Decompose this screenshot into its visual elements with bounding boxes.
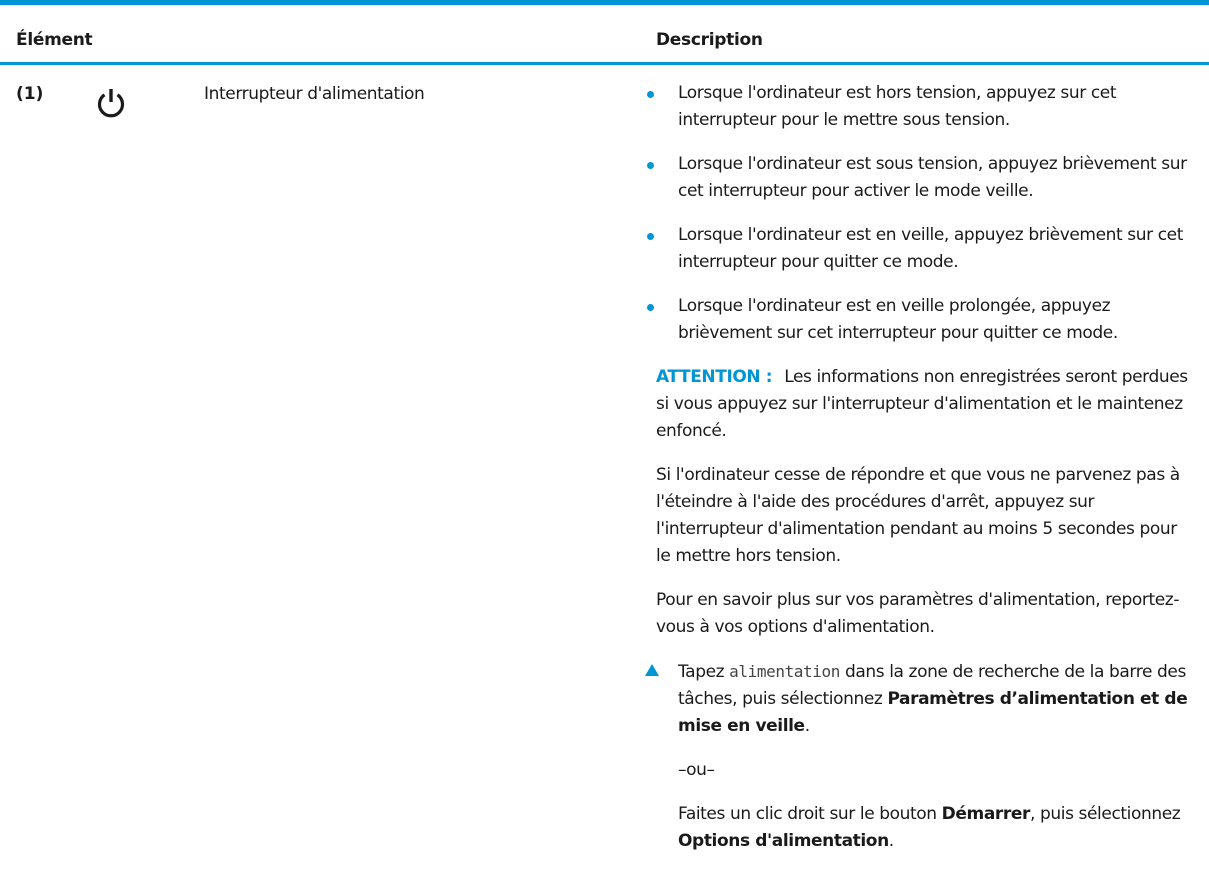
item-description xyxy=(656,80,1196,872)
bullet-icon xyxy=(647,304,654,311)
paragraph-unresponsive: Si l'ordinateur cesse de répondre et que vous ne parvenez pas à l'éteindre à l'aide des procédures d'arrêt, appuyez sur l'interrupteur d'alimentation pendant au moins 5 secondes pour le mettre hors tension. xyxy=(656,465,1180,566)
table-header xyxy=(0,5,1209,57)
attention-label: ATTENTION : xyxy=(656,367,773,387)
item-name: Interrupteur d'alimentation xyxy=(204,84,425,104)
paragraph-more-info: Pour en savoir plus sur vos paramètres d'alimentation, reportez-vous à vos options d'alimentation. xyxy=(656,590,1180,637)
alt-step xyxy=(656,801,1196,855)
list-item xyxy=(656,293,1196,347)
alt-bold-options: Options d'alimentation xyxy=(678,831,889,851)
step-item xyxy=(656,658,1196,740)
list-item xyxy=(656,222,1196,276)
bullet-text: Lorsque l'ordinateur est en veille prolongée, appuyez brièvement sur cet interrupteur pour quitter ce mode. xyxy=(678,296,1118,343)
attention-note xyxy=(656,364,1196,445)
list-item xyxy=(656,151,1196,205)
step-prefix: Tapez xyxy=(678,662,730,682)
alt-middle: , puis sélectionnez xyxy=(1029,804,1181,824)
header-element: Élément xyxy=(16,30,93,50)
step-code: alimentation xyxy=(729,662,840,681)
bullet-text: Lorsque l'ordinateur est hors tension, appuyez sur cet interrupteur pour le mettre sous tension. xyxy=(678,83,1117,130)
alt-bold-start: Démarrer xyxy=(941,804,1030,824)
header-description: Description xyxy=(656,30,763,50)
step-middle: dans la zone de recherche de la barre des tâches, puis sélectionnez xyxy=(678,662,1186,709)
step-bold: Paramètres d’alimentation et de mise en veille xyxy=(678,689,1188,736)
item-number: (1) xyxy=(16,84,44,104)
bullet-text: Lorsque l'ordinateur est en veille, appuyez brièvement sur cet interrupteur pour quitter ce mode. xyxy=(678,225,1183,272)
attention-text: Les informations non enregistrées seront perdues si vous appuyez sur l'interrupteur d'alimentation et le maintenez enfoncé. xyxy=(656,367,1188,441)
bullet-icon xyxy=(647,162,654,169)
alt-suffix: . xyxy=(888,831,894,851)
alt-prefix: Faites un clic droit sur le bouton xyxy=(678,804,942,824)
list-item xyxy=(656,80,1196,134)
header-rule xyxy=(0,62,1209,65)
power-icon xyxy=(94,86,128,120)
triangle-icon xyxy=(645,664,659,676)
bullet-icon xyxy=(647,233,654,240)
or-separator: –ou– xyxy=(678,760,715,780)
bullet-text: Lorsque l'ordinateur est sous tension, appuyez brièvement sur cet interrupteur pour activer le mode veille. xyxy=(678,154,1187,201)
step-suffix: . xyxy=(804,716,810,736)
bullet-icon xyxy=(647,91,654,98)
